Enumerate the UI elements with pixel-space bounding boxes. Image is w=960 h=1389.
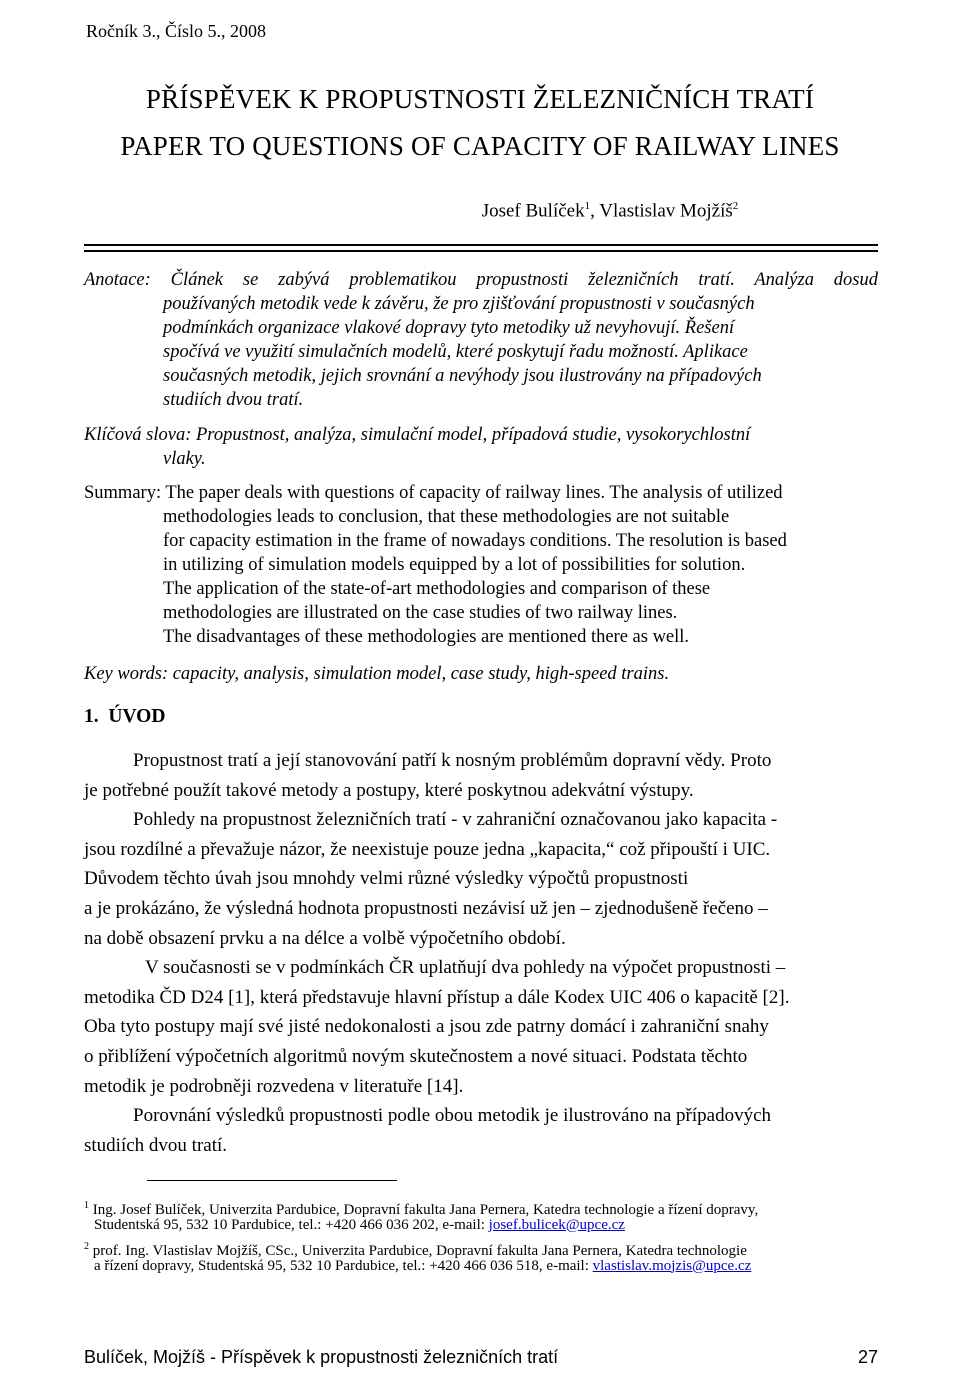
klicova-slova-line: vlaky. [163,449,206,469]
anotace-line: studiích dvou tratí. [163,390,304,410]
body-line: V současnosti se v podmínkách ČR uplatňují dva pohledy na výpočet propustnosti – [145,957,786,979]
page-number: 27 [858,1347,879,1367]
klicova-slova-block [84,423,878,471]
section-number: 1. [84,706,99,727]
email-link-mojzis[interactable]: vlastislav.mojzis@upce.cz [592,1257,752,1274]
footnote-1-text: Ing. Josef Bulíček, Univerzita Pardubice, Dopravní fakulta Jana Pernera, Katedra technologie a řízení dopravy, [89,1202,759,1218]
section-title: ÚVOD [108,706,166,727]
title-divider [84,244,878,246]
footnote-2-text: prof. Ing. Vlastislav Mojžíš, CSc., Univerzita Pardubice, Dopravní fakulta Jana Pernera, Katedra technologie [89,1243,747,1259]
body-line: Oba tyto postupy mají své jisté nedokonalosti a jsou zde patrny domácí i zahraniční snahy [84,1016,769,1038]
journal-issue: Ročník 3., Číslo 5., 2008 [86,21,267,41]
body-line: na době obsazení prvku a na délce a volbě výpočetního období. [84,927,566,949]
footnote-1-address: Studentská 95, 532 10 Pardubice, tel.: +420 466 036 202, e-mail: [94,1216,489,1233]
body-line: Pohledy na propustnost železničních tratí - v zahraniční označovanou jako kapacita - [133,809,778,831]
author-1: Josef Bulíček [481,200,585,222]
title-divider-second [84,250,878,252]
body-line: metodika ČD D24 [1], která představuje hlavní přístup a dále Kodex UIC 406 o kapacitě [2]. [84,986,790,1008]
body-line: Propustnost tratí a její stanovování patří k nosným problémům dopravní vědy. Proto [133,750,772,771]
summary-line: The disadvantages of these methodologies are mentioned there as well. [163,627,690,647]
summary-line: in utilizing of simulation models equipped by a lot of possibilities for solution. [163,555,746,575]
anotace-line: Anotace: Článek se zabývá problematikou propustnosti železničních tratí. Analýza dosud [84,270,878,290]
author-1-footnote-mark[interactable]: 1 [584,200,591,212]
anotace-line: podmínkách organizace vlakové dopravy tyto metodiky už nevyhovují. Řešení [163,318,735,338]
author-separator: , [590,200,600,222]
section-heading [84,706,165,728]
body-line: Důvodem těchto úvah jsou mnohdy velmi různé výsledky výpočtů propustnosti [84,868,689,890]
summary-line: methodologies leads to conclusion, that these methodologies are not suitable [163,507,730,527]
summary-block [84,481,878,649]
klicova-slova-line: Klíčová slova: Propustnost, analýza, simulační model, případová studie, vysokorychlostní [84,425,751,445]
body-line: a je prokázáno, že výsledná hodnota propustnosti nezávisí už jen – zjednodušeně řečeno – [84,897,768,919]
footnote-2-mark: 2 [84,1241,89,1252]
body-line: je potřebné použít takové metody a postupy, které poskytnou adekvátní výstupy. [84,779,694,801]
email-link-bulicek[interactable]: josef.bulicek@upce.cz [488,1216,625,1233]
anotace-block [84,268,878,412]
author-2: Vlastislav Mojžíš [599,200,733,222]
body-line: metodik je podrobněji rozvedena v literatuře [14]. [84,1075,464,1097]
summary-line: The application of the state-of-art methodologies and comparison of these [163,579,711,599]
body-line: o přiblížení výpočetních algoritmů novým skutečnostem a nové situaci. Podstata těchto [84,1045,748,1067]
anotace-line: spočívá ve využití simulačních modelů, které poskytují řadu možností. Aplikace [163,342,748,362]
anotace-line: používaných metodik vede k závěru, že pro zjišťování propustnosti v současných [163,294,755,314]
running-footer: Bulíček, Mojžíš - Příspěvek k propustnosti železničních tratí [84,1347,559,1367]
body-line: Porovnání výsledků propustnosti podle obou metodik je ilustrováno na případových [133,1105,772,1127]
footnote-2 [84,1237,884,1276]
footnote-2-address: a řízení dopravy, Studentská 95, 532 10 Pardubice, tel.: +420 466 036 518, e-mail: [94,1257,593,1274]
body-line: studiích dvou tratí. [84,1134,228,1156]
key-words-english [84,662,878,686]
summary-line: for capacity estimation in the frame of nowadays conditions. The resolution is based [163,531,787,551]
body-text [84,746,878,1160]
body-line: jsou rozdílné a převažuje názor, že neexistuje pouze jedna „kapacita,“ což připouští i UIC. [84,838,771,860]
key-words-line: Key words: capacity, analysis, simulation model, case study, high-speed trains. [84,664,670,684]
title-czech: PŘÍSPĚVEK K PROPUSTNOSTI ŽELEZNIČNÍCH TRATÍ [145,84,815,114]
summary-line: Summary: The paper deals with questions of capacity of railway lines. The analysis of utilized [84,483,783,503]
footnote-1 [84,1196,884,1235]
footnote-divider [147,1180,397,1181]
title-english: PAPER TO QUESTIONS OF CAPACITY OF RAILWAY LINES [120,131,840,161]
author-2-footnote-mark[interactable]: 2 [732,200,739,212]
footnote-1-mark: 1 [84,1200,89,1211]
author-line [0,200,960,222]
anotace-line: současných metodik, jejich srovnání a nevýhody jsou ilustrovány na případových [163,366,762,386]
summary-line: methodologies are illustrated on the case studies of two railway lines. [163,603,678,623]
